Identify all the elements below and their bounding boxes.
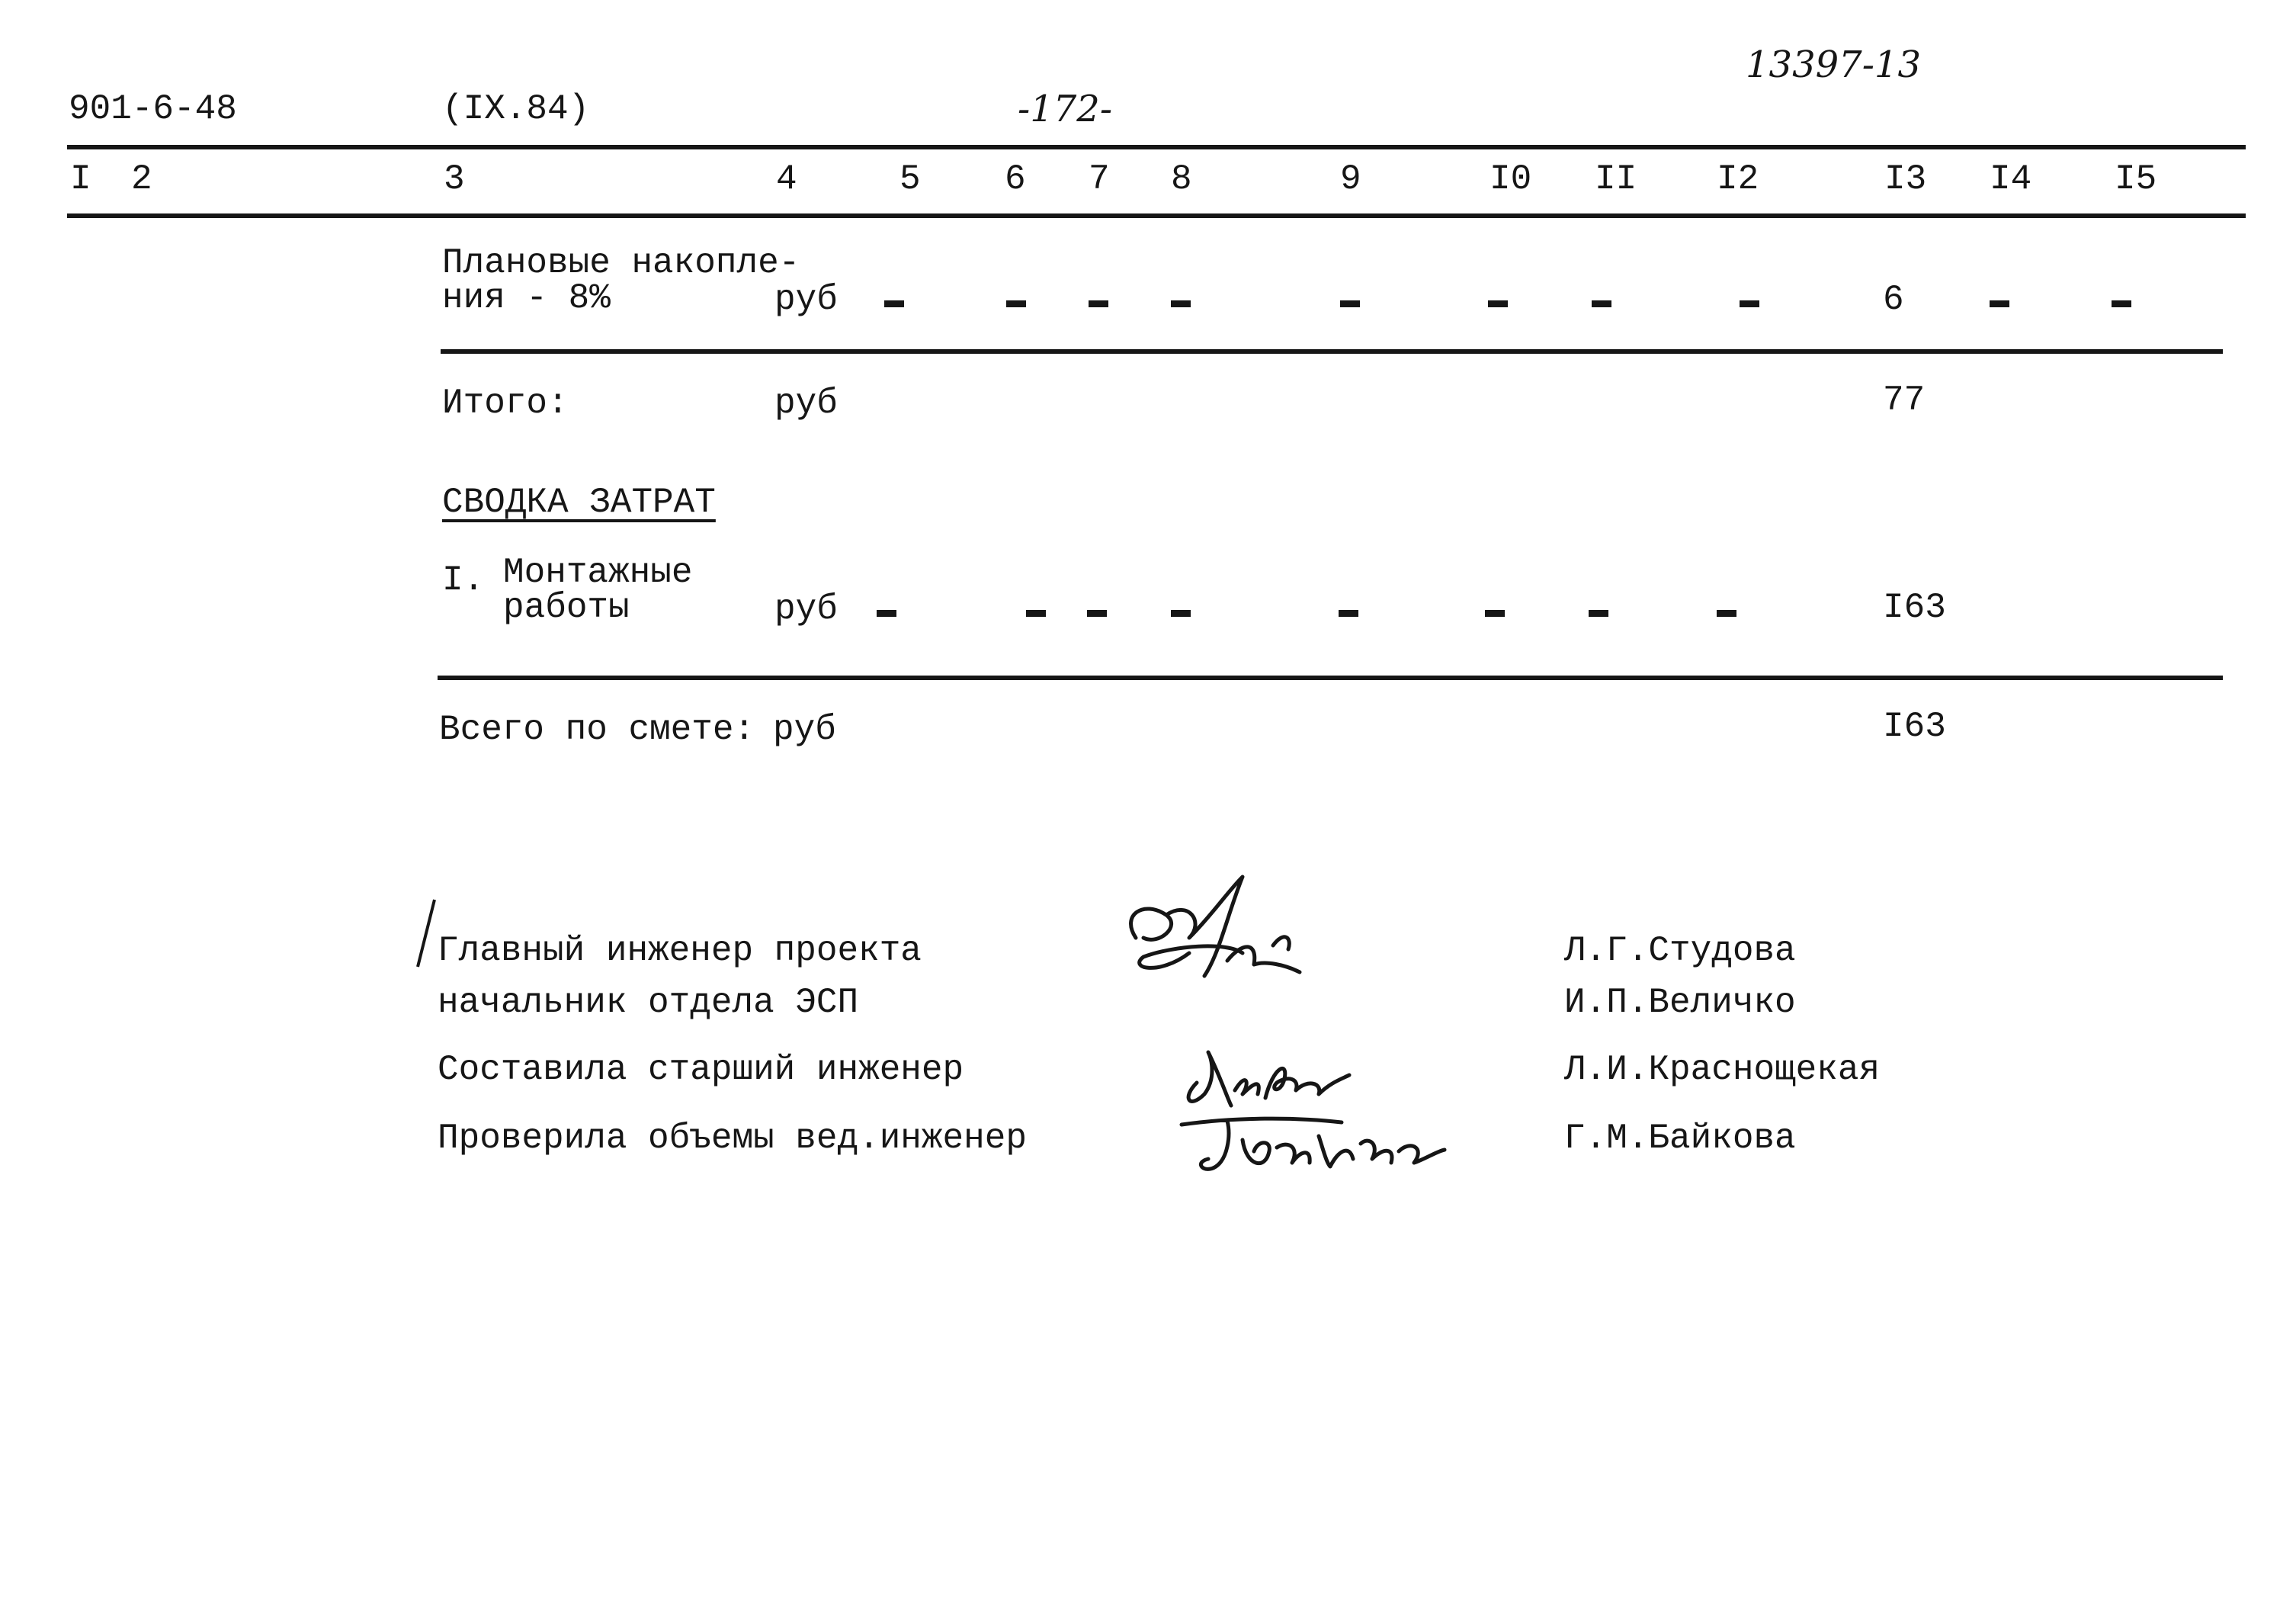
margin-slash-mark: [0, 0, 8, 8]
header-top-rule: [67, 145, 2246, 149]
row-unit: руб: [773, 710, 836, 750]
empty-cell-dash: [1089, 300, 1108, 307]
row-label: Итого:: [442, 384, 569, 423]
document-date: (IX.84): [442, 89, 590, 129]
stamp-number: 13397-13: [1746, 43, 1921, 86]
row-value: 6: [1883, 280, 1904, 319]
row-label: Всего по смете:: [439, 710, 755, 750]
row-value: 77: [1883, 380, 1926, 420]
column-header: 4: [776, 159, 797, 199]
row-unit: руб: [774, 589, 838, 629]
row-label: ния - 8%: [442, 278, 611, 318]
summary-heading: СВОДКА ЗАТРАТ: [442, 483, 716, 522]
signatory-role: Составила старший инженер: [438, 1050, 964, 1090]
signatory-name: Г.М.Байкова: [1564, 1119, 1796, 1158]
empty-cell-dash: [1026, 610, 1046, 617]
handwritten-signature: [1113, 869, 1342, 1022]
column-header: 7: [1089, 159, 1110, 199]
empty-cell-dash: [1087, 610, 1107, 617]
signatory-role: Главный инженер проекта: [438, 931, 922, 971]
empty-cell-dash: [877, 610, 896, 617]
column-header: I5: [2115, 159, 2157, 199]
column-header: 5: [899, 159, 921, 199]
column-header: I4: [1990, 159, 2032, 199]
row-index: I.: [442, 560, 485, 600]
page-number: -172-: [1018, 88, 1113, 130]
empty-cell-dash: [2112, 300, 2131, 307]
section-rule: [438, 676, 2223, 680]
empty-cell-dash: [1717, 610, 1736, 617]
column-header: 3: [444, 159, 465, 199]
signatory-role: Проверила объемы вед.инженер: [438, 1119, 1027, 1158]
empty-cell-dash: [1488, 300, 1508, 307]
row-value: I63: [1883, 588, 1946, 628]
empty-cell-dash: [1171, 610, 1191, 617]
column-header: 8: [1171, 159, 1192, 199]
column-header: I: [70, 159, 91, 199]
row-unit: руб: [774, 384, 838, 423]
empty-cell-dash: [1485, 610, 1505, 617]
column-header: 2: [131, 159, 152, 199]
document-code: 901-6-48: [69, 89, 237, 129]
signatory-name: Л.Г.Студова: [1564, 931, 1796, 971]
signatory-role: начальник отдела ЭСП: [438, 983, 859, 1022]
row-label: Плановые накопле-: [442, 243, 800, 283]
row-unit: руб: [774, 280, 838, 319]
row-value: I63: [1883, 707, 1946, 746]
empty-cell-dash: [1339, 610, 1358, 617]
handwritten-signature: [1174, 1106, 1464, 1182]
row-label: работы: [503, 588, 630, 628]
header-bottom-rule: [67, 213, 2246, 218]
empty-cell-dash: [884, 300, 904, 307]
row-label: Монтажные: [503, 553, 693, 592]
empty-cell-dash: [1990, 300, 2009, 307]
handwritten-signature: [1174, 1037, 1403, 1113]
empty-cell-dash: [1171, 300, 1191, 307]
column-header: I0: [1490, 159, 1532, 199]
column-header: 6: [1005, 159, 1026, 199]
signatory-name: Л.И.Краснощекая: [1564, 1050, 1881, 1090]
empty-cell-dash: [1589, 610, 1608, 617]
column-header: 9: [1340, 159, 1361, 199]
empty-cell-dash: [1006, 300, 1026, 307]
signatory-name: И.П.Величко: [1564, 983, 1796, 1022]
empty-cell-dash: [1740, 300, 1759, 307]
section-rule: [441, 349, 2223, 354]
column-header: I3: [1884, 159, 1927, 199]
empty-cell-dash: [1592, 300, 1611, 307]
column-header: I2: [1717, 159, 1759, 199]
column-header: II: [1595, 159, 1637, 199]
empty-cell-dash: [1340, 300, 1360, 307]
